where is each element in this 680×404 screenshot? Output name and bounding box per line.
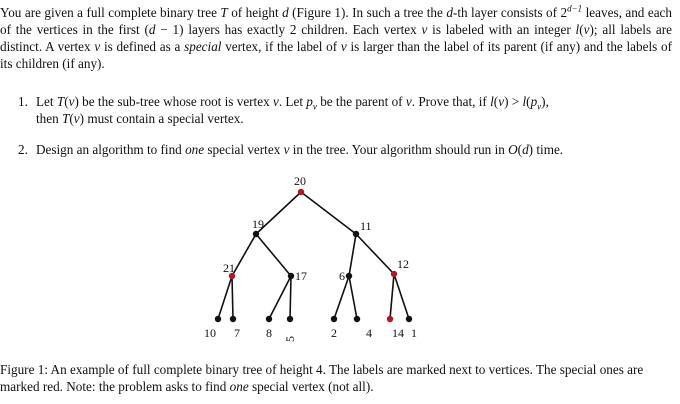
- tree-edge: [394, 274, 409, 319]
- binary-tree-figure: [0, 168, 680, 348]
- tree-edge: [301, 192, 356, 234]
- tree-edge: [218, 276, 232, 319]
- intro-text: is defined as a: [100, 39, 185, 54]
- tree-vertex: [230, 316, 236, 322]
- tree-edge: [232, 234, 256, 276]
- tree-edge: [349, 276, 357, 319]
- special-vertex: [391, 271, 397, 277]
- intro-text: -th layer consists of 2: [452, 5, 568, 20]
- tree-vertex: [331, 316, 337, 322]
- math-T: T: [220, 5, 228, 20]
- intro-text: (Figure 1). In such a tree the: [288, 5, 447, 20]
- intro-text: of height: [227, 5, 283, 20]
- intro-text: is larger than the label of its parent (if any) and the labels of its children (if any).: [0, 39, 672, 71]
- question-2-text: Design an algorithm to find one special vertex v in the tree. Your algorithm should run in O(d) time.: [36, 142, 564, 157]
- intro-text: leaves, and each of the vertices in the first (: [0, 5, 672, 37]
- vertex-label: 21: [223, 261, 235, 275]
- tree-vertex: [406, 316, 412, 322]
- question-list: [18, 93, 666, 172]
- tree-edge: [390, 274, 394, 319]
- vertex-label: 12: [397, 257, 409, 271]
- question-1: [18, 93, 666, 127]
- tree-edge: [256, 234, 291, 276]
- vertex-label: 2: [331, 326, 337, 340]
- intro-text: You are given a full complete binary tree: [0, 5, 221, 20]
- math-v: v: [583, 22, 590, 37]
- question-1-text: Let T(v) be the sub-tree whose root is vertex v. Let $p_v$ be the parent of v. Prove that, if $l(v) > l(p_v)$, then T(v) must contain a special vertex.: [36, 94, 549, 126]
- tree-edge: [232, 276, 233, 319]
- question-number: 1.: [18, 94, 28, 109]
- vertex-label: 14: [392, 326, 404, 340]
- intro-text: vertex, if the label of: [221, 39, 341, 54]
- vertex-label: 7: [234, 326, 240, 340]
- vertex-label: 8: [266, 326, 272, 340]
- math-v: v: [421, 22, 428, 37]
- math-l: l: [575, 22, 580, 37]
- vertex-label: 6: [339, 269, 345, 283]
- tree-vertex: [266, 316, 272, 322]
- intro-text: (: [579, 22, 584, 37]
- tree-edge: [356, 234, 394, 274]
- intro-text: is labeled with an integer: [427, 22, 576, 37]
- tree-vertex: [253, 231, 259, 237]
- vertex-label: 19: [252, 217, 264, 231]
- question-number: 2.: [18, 142, 28, 157]
- question-2: [18, 141, 666, 158]
- tree-vertex: [288, 273, 294, 279]
- special-vertex: [298, 189, 304, 195]
- math-d: d: [282, 5, 289, 20]
- math-d: d: [148, 22, 156, 37]
- special-vertex: [387, 316, 393, 322]
- tree-vertex: [346, 273, 352, 279]
- vertex-label: 17: [295, 269, 307, 283]
- math-v: v: [340, 39, 347, 54]
- vertex-label: 4: [366, 326, 372, 340]
- problem-intro: [0, 4, 672, 72]
- intro-text: − 1) layers has exactly 2 children. Each vertex: [155, 22, 422, 37]
- tree-edges: [218, 192, 409, 319]
- tree-vertex: [287, 316, 293, 322]
- tree-edge: [290, 276, 291, 319]
- figure-caption: Figure 1: An example of full complete binary tree of height 4. The labels are marked next to vertices. The special ones are marked red. Note: the problem asks to find one special vertex (not all).: [0, 362, 644, 394]
- tree-vertex: [354, 316, 360, 322]
- vertex-label: 1: [411, 326, 417, 340]
- math-exponent: d−1: [567, 3, 583, 14]
- vertex-label: 20: [294, 174, 306, 188]
- vertex-label: 10: [204, 326, 216, 340]
- intro-text: ); all labels are distinct. A vertex: [0, 22, 672, 54]
- math-d: d: [446, 5, 453, 20]
- vertex-label: 5: [283, 336, 297, 342]
- tree-vertex: [215, 316, 221, 322]
- tree-edge: [269, 276, 291, 319]
- math-v: v: [94, 39, 101, 54]
- vertex-label: 11: [360, 219, 372, 233]
- tree-vertex: [353, 231, 359, 237]
- tree-edge: [349, 234, 356, 276]
- emphasis-special: special: [184, 39, 222, 54]
